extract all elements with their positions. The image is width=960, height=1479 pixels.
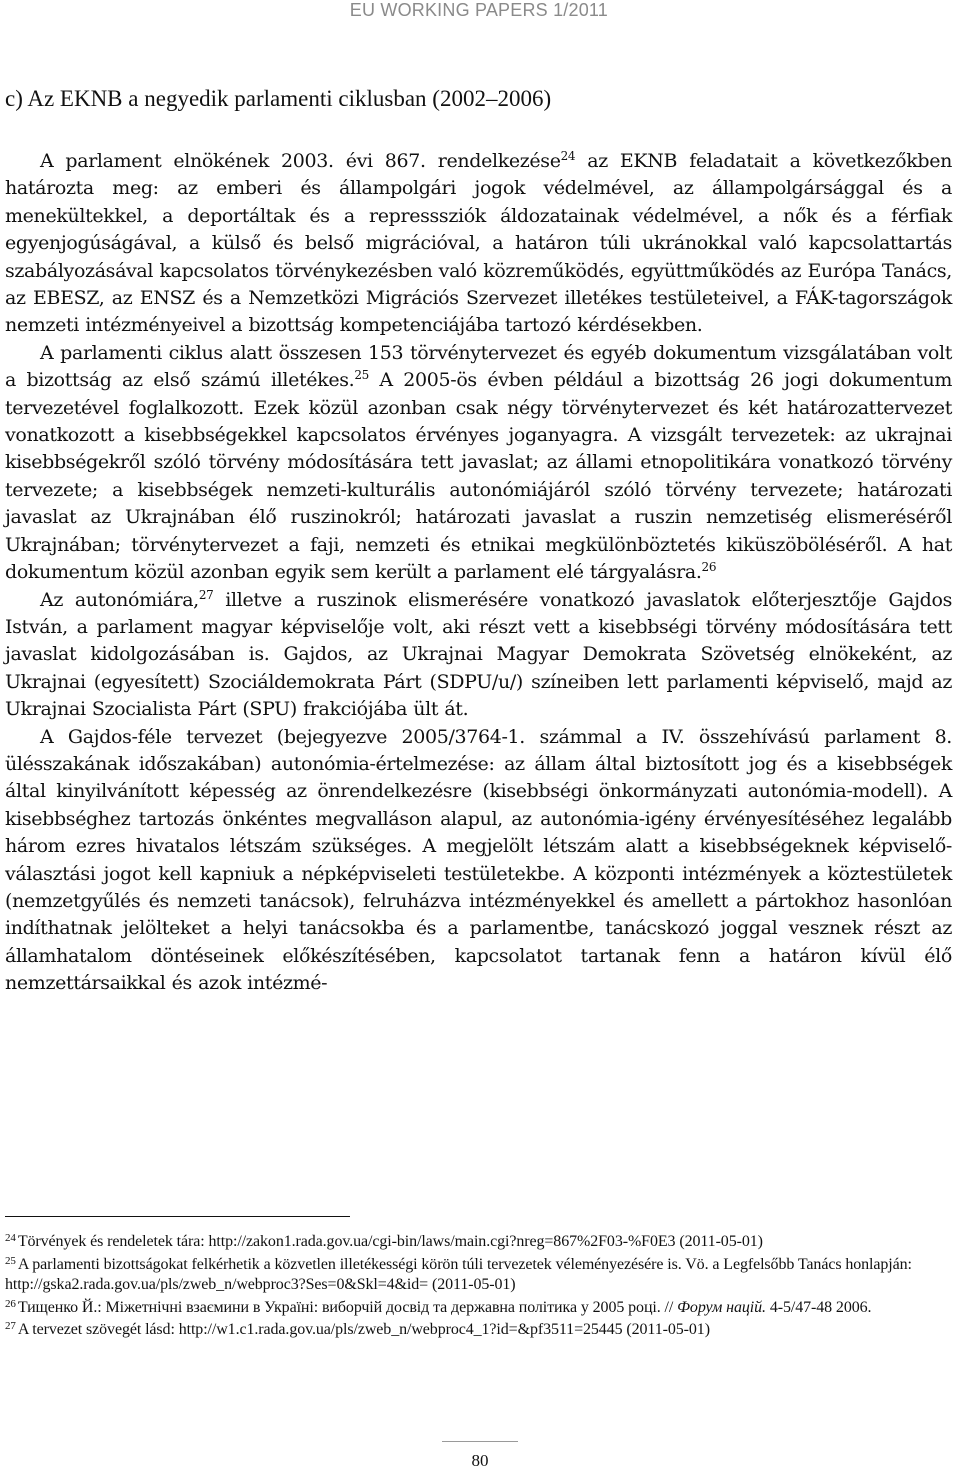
footnote-number: 25 bbox=[5, 1254, 16, 1267]
running-header: EU WORKING PAPERS 1/2011 bbox=[349, 0, 608, 20]
footnotes bbox=[5, 1232, 952, 1343]
page-number-rule bbox=[442, 1441, 518, 1442]
paragraph-1-text-b: az EKNB feladatait a következőkben határozta meg: az emberi és állampolgári jogok védelmével, az állampolgársággal és a menekültekkel, a deportáltak és a represssziók áldozatainak védelmével, a nők és a férfiak egyenjogúságával, a külső és belső migrációval, a határon túli ukránokkal való kapcsolattartás szabályozásával kapcsolatos törvénykezésben való közreműködés, együttműködés az Európa Tanács, az EBESZ, az ENSZ és a Nemzetközi Migrációs Szervezet illetékes testületeivel, a FÁK-tagországok nemzeti intézményeivel a bizottság kompetenciájába tartozó kérdésekben. bbox=[5, 150, 952, 337]
footnote-number: 24 bbox=[5, 1232, 16, 1244]
footnote-text-tail: 4-5/47-48 2006. bbox=[765, 1298, 872, 1316]
paragraph-2 bbox=[5, 340, 952, 587]
footnote-separator bbox=[5, 1216, 350, 1217]
page-number: 80 bbox=[471, 1451, 489, 1470]
paragraph-1 bbox=[5, 148, 952, 340]
paragraph-3-text-b: illetve a ruszinok elismerésére vonatkozó javaslatok előterjesztője Gajdos István, a parlament magyar képviselője volt, aki részt vett a kisebbségi törvény módosítására tett javaslat kidolgozásában is. Gajdos, az Ukrajnai Magyar Demokrata Szövetség elnökeként, az Ukrajnai (egyesített) Szociáldemokrata Párt (SDPU/u/) színeiben lett parlamenti képviselő, majd az Ukrajnai Szocialista Párt (SPU) frakciójába ült át. bbox=[5, 588, 952, 721]
footnote-text: Törvények és rendeletek tára: http://zakon1.rada.gov.ua/cgi-bin/laws/main.cgi?nreg=867%2F03-%F0E3 (2011-05-01) bbox=[17, 1233, 763, 1250]
footnote-ref-27[interactable]: 27 bbox=[198, 587, 214, 602]
paragraph-3 bbox=[5, 587, 952, 724]
footnote-ref-24[interactable]: 24 bbox=[560, 149, 576, 163]
footnote-27 bbox=[5, 1320, 952, 1341]
footnote-number: 26 bbox=[5, 1297, 16, 1310]
footnote-number: 27 bbox=[5, 1320, 16, 1333]
paragraph-3-text-a: Az autonómiára, bbox=[40, 588, 199, 611]
paragraph-4-text: A Gajdos-féle tervezet (bejegyezve 2005/3764-1. számmal a IV. összehívású parlament 8. ülésszakának időszakában) autonómia-értelmezése: az állam által biztosított jog és a kisebbségek által kinyilvánított képesség az önrendelkezésre (kisebbségi önkormányzati autonómia-modell). A kisebbséghez tartozás önkéntes megvalláson alapul, az autonómia-igény érvényesítéséhez legalább három ezres hivatalos létszám szükséges. A megjelölt létszám alatt a kisebbségeknek képviselő-választási jogot kell kapniuk a népképviseleti testületekbe. A központi intézmények a köztestületek (nemzetgyűlés és nemzeti tanácsok), felruházva intézményekkel és amellett a pártokhoz hasonlóan indíthatnak jelölteket a helyi tanácsokba és a parlamentbe, tanácskozó joggal vesznek részt az államhatalom döntéseinek előkészítésében, kapcsolatot tartanak fenn a határon kívül élő nemzettársaikkal és azok intézmé- bbox=[5, 725, 952, 995]
paragraph-2-text-a: A parlamenti ciklus alatt összesen 153 törvénytervezet és egyéb dokumentum vizsgálatában volt a bizottság az első számú illetékes. bbox=[5, 341, 952, 392]
footnote-ref-25[interactable]: 25 bbox=[354, 368, 369, 383]
footnote-ref-26[interactable]: 26 bbox=[701, 560, 717, 575]
body-text bbox=[5, 148, 952, 998]
footnote-25 bbox=[5, 1255, 952, 1296]
footnote-26 bbox=[5, 1298, 952, 1319]
footnote-journal-title: Форум націй. bbox=[677, 1298, 766, 1316]
paragraph-1-text-a: A parlament elnökének 2003. évi 867. rendelkezése bbox=[40, 150, 561, 172]
footnote-text: A parlamenti bizottságokat felkérhetik a közvetlen illetékességi körön túli tervezetek véleményezésére is. Vö. a Legfelsőbb Tanács honlapján: http://gska2.rada.gov.ua/pls/zweb_n/webproc3?Ses=0&Skl=4&id= (2011-05-01) bbox=[5, 1255, 912, 1294]
footnote-text: Тищенко Й.: Міжетнічні взаємини в Україні: виборчій досвід та державна політика у 2005 році. // bbox=[17, 1298, 674, 1316]
paragraph-4 bbox=[5, 724, 952, 998]
footnote-24 bbox=[5, 1232, 952, 1253]
paragraph-2-text-b: A 2005-ös évben például a bizottság 26 jogi dokumentum tervezetével foglalkozott. Ezek közül azonban csak négy törvénytervezet és két határozattervezet vonatkozott a kisebbségekkel kapcsolatos érvényes joganyagra. A vizsgált tervezetek: az ukrajnai kisebbségekről szóló törvény módosítására tett javaslat; az állami etnopolitikára vonatkozó törvény tervezete; a kisebbségek nemzeti-kulturális autonómiájáról szóló törvény tervezete; határozati javaslat az Ukrajnában élő ruszinokról; határozati javaslat a ruszin nemzetiség elismeréséről Ukrajnában; törvénytervezet a faji, nemzeti és etnikai megkülönböztetés kiküszöböléséről. A hat dokumentum közül azonban egyik sem került a parlament elé tárgyalásra. bbox=[5, 369, 952, 584]
section-heading: c) Az EKNB a negyedik parlamenti ciklusban (2002–2006) bbox=[5, 86, 552, 111]
footnote-text: A tervezet szövegét lásd: http://w1.c1.rada.gov.ua/pls/zweb_n/webproc4_1?id=&pf3511=25445 (2011-05-01) bbox=[17, 1321, 710, 1339]
